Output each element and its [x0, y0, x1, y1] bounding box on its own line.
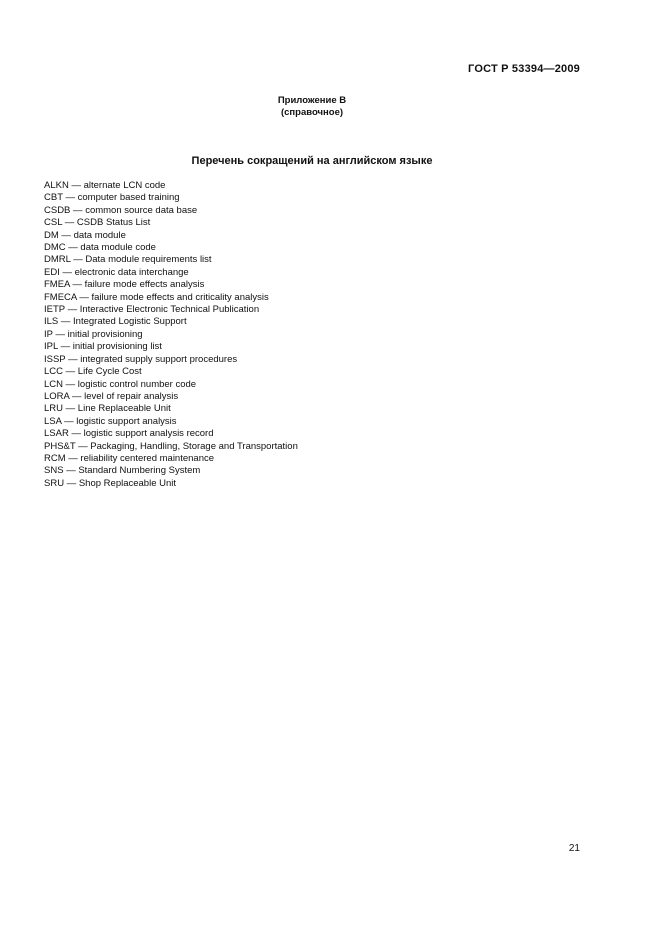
abbr-code: FMECA [44, 291, 77, 303]
list-item [44, 453, 580, 465]
abbr-code: IPL [44, 341, 58, 353]
abbr-separator: — [65, 192, 75, 204]
abbr-separator: — [72, 390, 82, 402]
list-item [44, 254, 580, 266]
list-item [44, 403, 580, 415]
abbr-definition: Shop Replaceable Unit [78, 477, 177, 489]
abbr-code: FMEA [44, 279, 70, 291]
abbr-definition: common source data base [85, 204, 198, 216]
abbr-separator: — [65, 403, 76, 415]
abbr-definition: Packaging, Handling, Storage and Transportation [90, 440, 298, 452]
abbr-separator: — [68, 242, 78, 254]
abbr-code: LORA [44, 390, 70, 402]
abbr-separator: — [61, 229, 71, 241]
abbr-definition: level of repair analysis [84, 390, 179, 402]
abbr-separator: — [65, 366, 76, 378]
abbr-definition: CSDB Status List [76, 217, 151, 229]
abbr-definition: initial provisioning list [72, 341, 162, 353]
list-item [44, 217, 580, 229]
abbr-separator: — [55, 328, 65, 340]
abbr-separator: — [64, 217, 75, 229]
standard-code: ГОСТ Р 53394—2009 [468, 63, 580, 75]
abbr-separator: — [62, 266, 72, 278]
abbr-separator: — [73, 204, 83, 216]
abbr-code: ALKN [44, 180, 69, 191]
abbr-code: PHS&T [44, 440, 76, 452]
list-item [44, 465, 580, 477]
abbr-code: SNS [44, 465, 64, 477]
abbr-code: DM [44, 229, 59, 241]
list-item [44, 379, 580, 391]
abbr-separator: — [71, 428, 81, 440]
abbr-separator: — [67, 304, 78, 316]
abbr-definition: Integrated Logistic Support [73, 316, 187, 328]
abbr-code: IP [44, 328, 53, 340]
appendix-heading [44, 95, 580, 119]
abbr-definition: logistic control number code [77, 378, 197, 390]
abbr-definition: Data module requirements list [85, 254, 212, 266]
abbr-separator: — [66, 465, 76, 477]
list-item [44, 279, 580, 291]
section-title: Перечень сокращений на английском языке [191, 155, 433, 167]
abbr-code: DMRL [44, 254, 71, 266]
abbr-definition: data module [73, 229, 126, 241]
page-number: 21 [568, 843, 580, 854]
list-item [44, 292, 580, 304]
abbr-code: LSAR [44, 428, 69, 440]
abbr-separator: — [71, 180, 81, 191]
list-item [44, 366, 580, 378]
abbr-code: EDI [44, 266, 60, 278]
abbr-separator: — [68, 353, 78, 365]
abbr-code: CSL [44, 217, 63, 229]
abbr-code: LRU [44, 403, 64, 415]
abbr-separator: — [60, 341, 71, 353]
abbr-definition: integrated supply support procedures [80, 353, 238, 365]
list-item [44, 304, 580, 316]
list-item [44, 391, 580, 403]
abbr-definition: logistic support analysis record [83, 428, 214, 440]
abbr-separator: — [60, 316, 71, 328]
abbr-definition: Life Cycle Cost [77, 366, 142, 378]
abbr-separator: — [66, 477, 77, 489]
abbr-definition: reliability centered maintenance [80, 452, 215, 464]
abbr-definition: electronic data interchange [74, 266, 189, 278]
appendix-subtitle: (справочное) [280, 107, 344, 118]
abbr-code: SRU [44, 477, 65, 489]
abbr-code: LCC [44, 366, 64, 378]
abbr-definition: computer based training [77, 192, 180, 204]
abbr-separator: — [65, 378, 76, 390]
abbr-definition: alternate LCN code [83, 180, 166, 191]
list-item [44, 180, 580, 192]
abbr-code: IETP [44, 304, 65, 316]
abbr-code: LCN [44, 378, 64, 390]
abbr-code: CBT [44, 192, 63, 204]
abbr-separator: — [64, 415, 74, 427]
list-item [44, 428, 580, 440]
abbr-definition: failure mode effects and criticality analysis [91, 291, 269, 303]
abbr-definition: failure mode effects analysis [84, 279, 205, 291]
list-item [44, 354, 580, 366]
abbr-separator: — [79, 291, 89, 303]
list-item [44, 242, 580, 254]
abbr-code: ILS [44, 316, 59, 328]
list-item [44, 230, 580, 242]
abbr-code: ISSP [44, 353, 66, 365]
list-item [44, 416, 580, 428]
list-item [44, 478, 580, 490]
abbr-separator: — [78, 440, 88, 452]
abbr-definition: Interactive Electronic Technical Publication [79, 304, 260, 316]
list-item [44, 341, 580, 353]
abbr-code: LSA [44, 415, 62, 427]
abbr-separator: — [68, 452, 78, 464]
list-item [44, 441, 580, 453]
appendix-title: Приложение В [277, 95, 347, 106]
abbr-separator: — [73, 254, 83, 266]
abbr-code: CSDB [44, 204, 71, 216]
list-item [44, 192, 580, 204]
abbr-definition: data module code [80, 242, 156, 254]
list-item [44, 205, 580, 217]
abbr-definition: logistic support analysis [76, 415, 177, 427]
abbr-code: DMC [44, 242, 66, 254]
abbr-definition: Line Replaceable Unit [77, 403, 171, 415]
list-item [44, 267, 580, 279]
abbr-code: RCM [44, 452, 66, 464]
list-item [44, 329, 580, 341]
abbreviation-list [44, 180, 580, 490]
abbr-separator: — [72, 279, 83, 291]
abbr-definition: initial provisioning [67, 328, 143, 340]
abbr-definition: Standard Numbering System [78, 465, 201, 477]
list-item [44, 316, 580, 328]
